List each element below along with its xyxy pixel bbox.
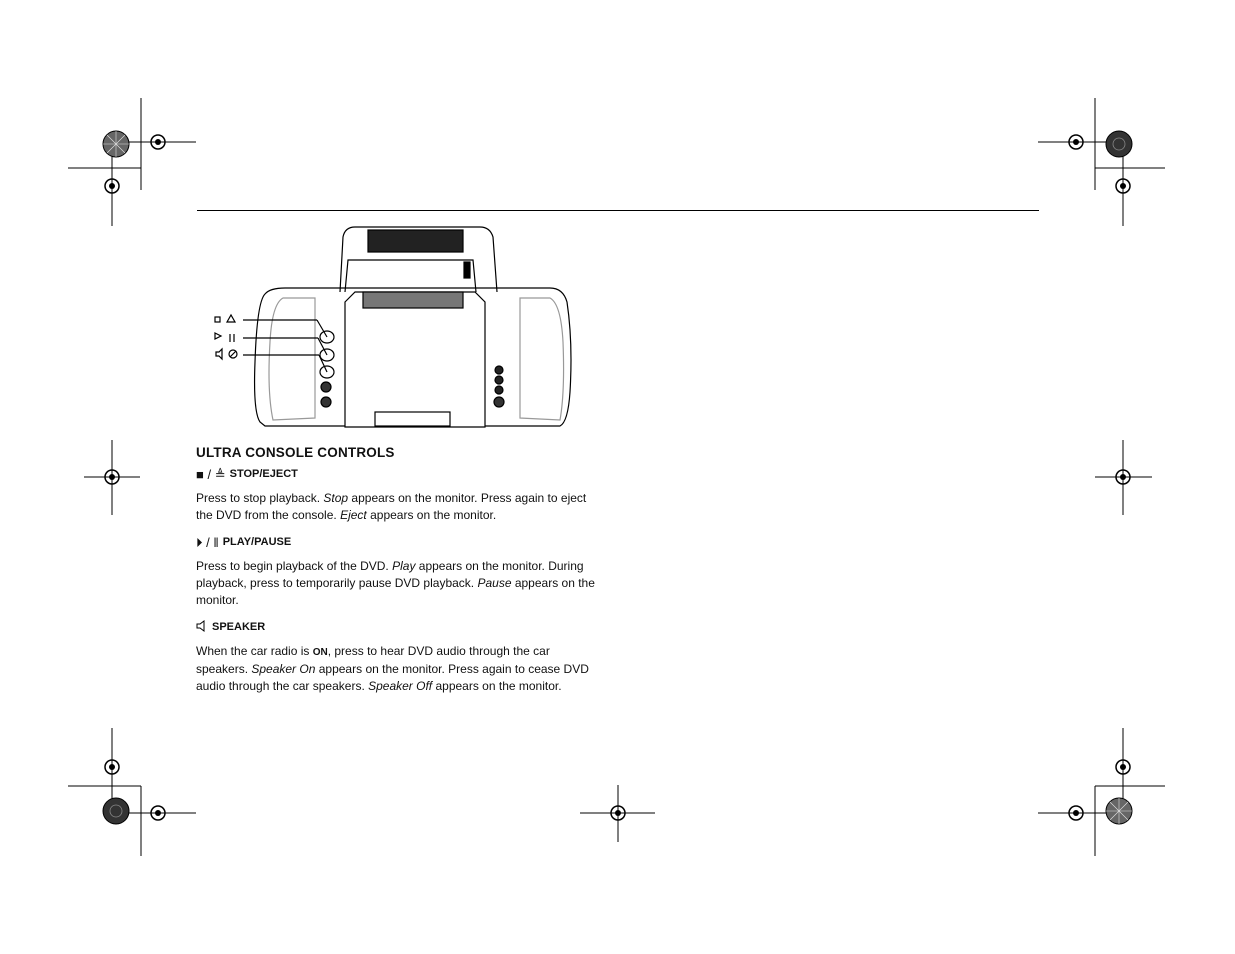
symbol-b: ≜	[214, 466, 226, 482]
description-text: Speaker On	[251, 662, 316, 676]
description-text: Speaker Off	[368, 679, 433, 693]
description-text: When the car radio is	[196, 644, 313, 658]
description-text: Press to begin playback of the DVD.	[196, 559, 393, 573]
symbol-b: ‖	[213, 534, 219, 550]
symbol-slash: /	[202, 534, 214, 550]
control-description	[196, 558, 596, 609]
control-title	[196, 619, 596, 635]
description-text: appears on the monitor.	[196, 576, 595, 607]
controls-list	[196, 466, 596, 695]
symbol-a: ■	[196, 466, 204, 482]
play-pause-icon	[196, 536, 219, 549]
description-text: ON	[312, 647, 328, 658]
console-diagram	[205, 222, 580, 432]
description-text: appears on the monitor. During playback, press to temporarily pause DVD playback.	[196, 559, 584, 590]
section-heading: ULTRA CONSOLE CONTROLS	[196, 445, 395, 460]
description-text: Stop	[323, 491, 349, 505]
stop-eject-icon	[196, 468, 226, 481]
control-title	[196, 534, 596, 550]
description-text: appears on the monitor. Press again to cease DVD audio through the car speakers.	[196, 662, 589, 693]
speaker-icon	[196, 620, 208, 634]
symbol-a: ⏵	[196, 534, 203, 550]
description-text: , press to hear DVD audio through the car speakers.	[196, 644, 550, 676]
control-label: PLAY/PAUSE	[222, 536, 292, 548]
description-text: Press to stop playback.	[196, 491, 324, 505]
description-text: Eject	[340, 508, 367, 522]
description-text: Pause	[477, 576, 512, 590]
description-text: appears on the monitor.	[366, 508, 497, 522]
description-text: Play	[392, 559, 416, 573]
description-text: appears on the monitor. Press again to eject the DVD from the console.	[196, 491, 587, 522]
controls-section	[196, 445, 596, 705]
control-description	[196, 490, 596, 524]
control-title	[196, 466, 596, 482]
control-label: SPEAKER	[212, 621, 266, 633]
control-description	[196, 643, 596, 695]
description-text: appears on the monitor.	[432, 679, 562, 693]
symbol-slash: /	[203, 466, 215, 482]
control-label: STOP/EJECT	[229, 468, 298, 480]
